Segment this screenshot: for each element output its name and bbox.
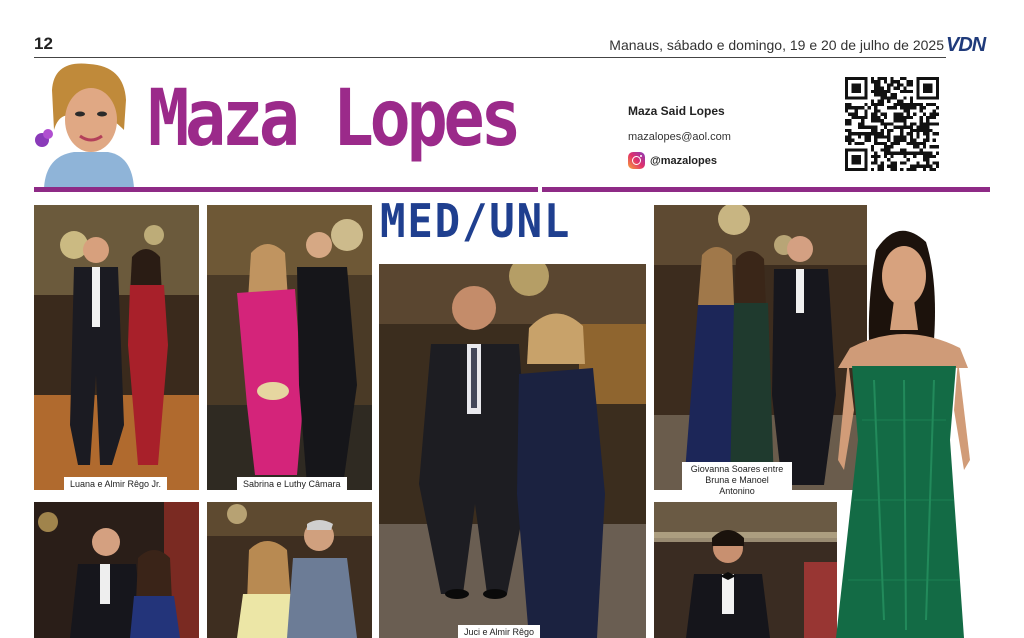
column-title: Maza Lopes [148,74,518,164]
photo-couple-bottom-2 [207,502,372,638]
qr-code[interactable] [845,77,939,171]
purple-rule-left [34,187,538,192]
newspaper-logo: VDN [946,34,986,56]
top-divider [34,57,946,58]
photo-couple-bottom-1 [34,502,199,638]
author-name: Maza Said Lopes [628,104,725,118]
caption-juci-almir: Juci e Almir Rêgo [458,625,540,638]
photo-woman-green-dress [814,220,992,638]
caption-giovanna-line1: Giovanna Soares entre [690,464,784,474]
caption-luana-almir: Luana e Almir Rêgo Jr. [64,477,167,492]
photo-luana-almir [34,205,199,490]
purple-rule-right [542,187,990,192]
caption-giovanna-line2: Bruna e Manoel Antonino [705,475,769,496]
section-title: MED/UNL [380,194,572,248]
caption-giovanna-group [682,462,792,499]
columnist-portrait [34,60,134,188]
instagram-icon [628,152,645,169]
photo-juci-almir [379,264,646,638]
photo-man-bowtie [654,502,837,638]
photo-sabrina-luthy [207,205,372,490]
dateline: Manaus, sábado e domingo, 19 e 20 de julho de 2025 [609,37,944,53]
author-email[interactable]: mazalopes@aol.com [628,131,731,143]
contact-block [628,104,731,169]
caption-sabrina-luthy: Sabrina e Luthy Câmara [237,477,347,492]
page-number: 12 [34,34,53,53]
instagram-handle-row[interactable] [628,152,731,169]
instagram-handle[interactable]: @mazalopes [650,154,717,167]
